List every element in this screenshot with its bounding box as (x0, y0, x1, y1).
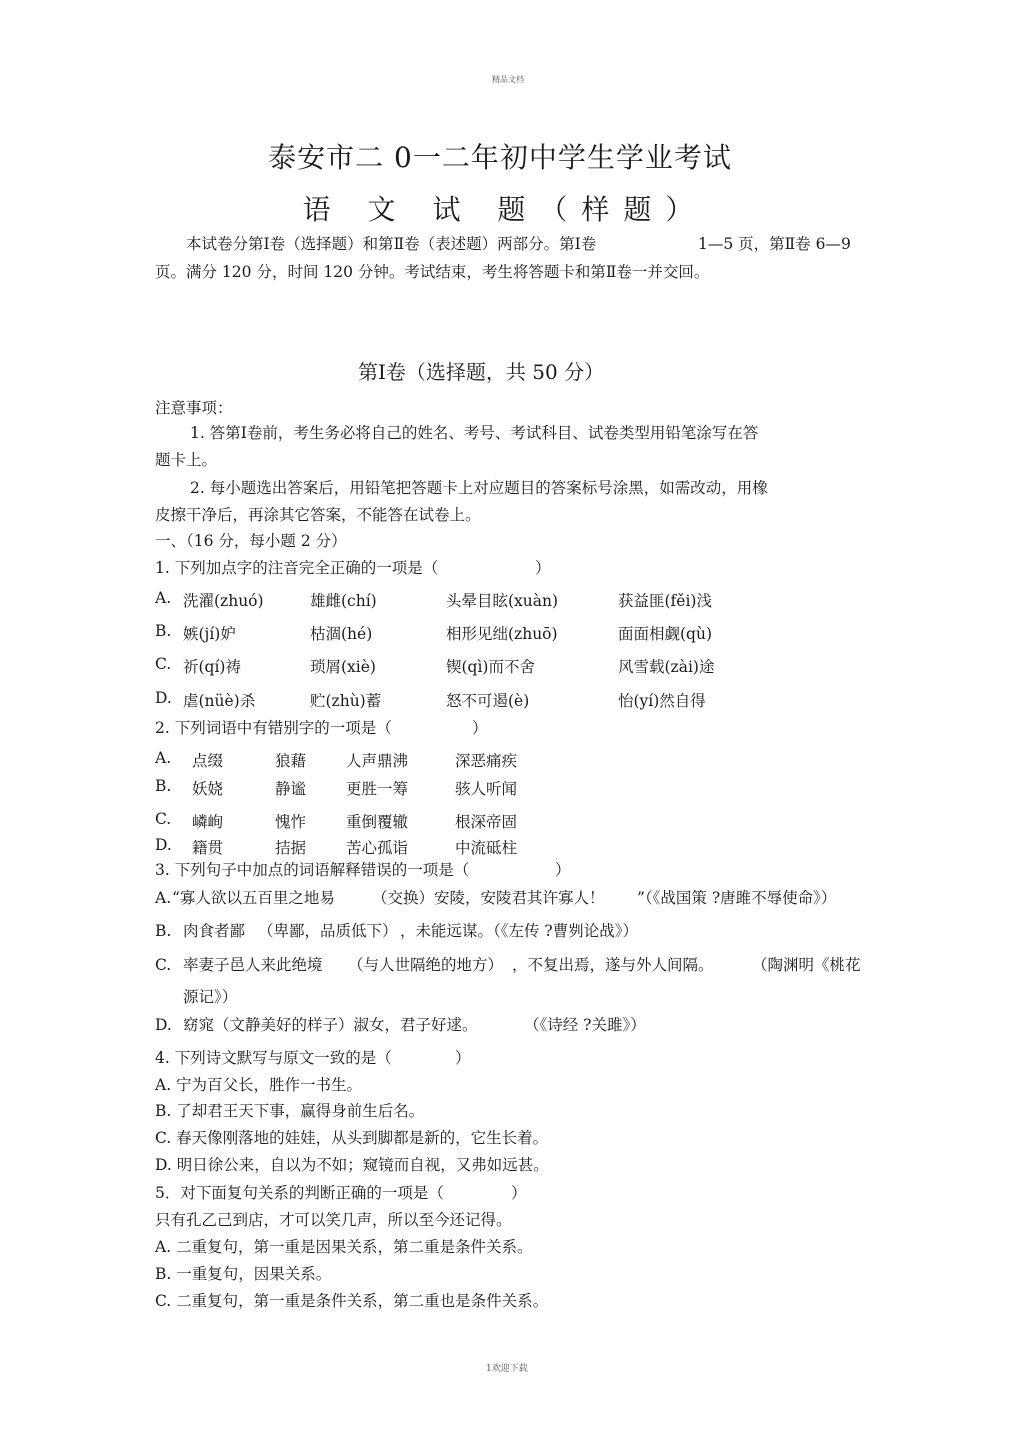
option-c4: 风雪载(zài)途 (618, 658, 715, 676)
q3-option-b-text-3: ，未能远谋。（《左传 ?曹刿论战》） (400, 922, 638, 940)
q4-stem: 4. 下列诗文默写与原文一致的是（ (155, 1049, 392, 1067)
q3-close: ） (555, 861, 571, 879)
q2-stem: 2. 下列词语中有错别字的一项是（ (155, 719, 392, 737)
q3-option-c-label: C. (155, 956, 172, 974)
q2-option-a (0, 749, 1024, 773)
q3-option-c-text-3: ，不复出焉，遂与外人间隔。 (512, 956, 714, 974)
q5-option-b: B. 一重复句，因果关系。 (155, 1265, 332, 1283)
page-subtitle: 语 文 试 题（样题） (302, 193, 708, 226)
page-title: 泰安市二 0一二年初中学生学业考试 (268, 141, 732, 174)
q4-option-d: D. 明日徐公来，自以为不如；窥镜而自视，又弗如远甚。 (155, 1156, 549, 1174)
q5-option-a: A. 二重复句，第一重是因果关系，第二重是条件关系。 (155, 1238, 533, 1256)
option-c3: 苦心孤诣 (346, 839, 409, 857)
option-c1: 祈(qí)祷 (183, 658, 241, 676)
option-c2: 贮(zhù)蓄 (310, 692, 382, 710)
intro-line-2: 页。满分 120 分，时间 120 分钟。考试结束，考生将答题卡和第Ⅱ卷一并交回。 (155, 263, 710, 281)
option-c1: 虐(nüè)杀 (183, 692, 256, 710)
option-label: A. (155, 589, 172, 607)
option-c4: 根深帝固 (455, 813, 518, 831)
q5-close: ） (511, 1184, 527, 1202)
notice-item-2-cont: 皮擦干净后，再涂其它答案，不能答在试卷上。 (155, 506, 481, 524)
q3-option-a-text-2: （交换）安陵，安陵君其许寡人！ (372, 889, 605, 907)
q2-option-c (0, 810, 1024, 834)
option-c2: 枯涸(hé) (310, 625, 373, 643)
q3-option-d-label: D. (155, 1016, 172, 1034)
q1-option-a (0, 589, 1024, 613)
q1-close: ） (535, 559, 551, 577)
q3-option-d-text-2: （《诗经 ?关雎》） (524, 1016, 646, 1034)
q3-option-c-text-2: （与人世隔绝的地方） (348, 956, 504, 974)
q3-option-c-text-5: 源记》） (183, 988, 238, 1006)
option-c2: 雄雌(chí) (310, 592, 377, 610)
option-c4: 骇人听闻 (455, 780, 518, 798)
option-label: B. (155, 622, 172, 640)
q3-option-a-label: A. (155, 889, 172, 907)
option-c2: 拮据 (275, 839, 307, 857)
option-c3: 锲(qì)而不舍 (446, 658, 535, 676)
notice-heading: 注意事项： (155, 399, 233, 417)
option-label: D. (155, 689, 172, 707)
q4-close: ） (455, 1049, 471, 1067)
notice-item-2: 2. 每小题选出答案后，用铅笔把答题卡上对应题目的答案标号涂黑，如需改动，用橡 (190, 479, 768, 497)
part-one-heading: 一、（16 分，每小题 2 分） (155, 532, 347, 550)
option-label: D. (155, 836, 172, 854)
q5-stem: 5．对下面复句关系的判断正确的一项是（ (155, 1184, 444, 1202)
q3-option-b-label: B. (155, 922, 172, 940)
option-c3: 相形见绌(zhuō) (446, 625, 558, 643)
footer-note: 1欢迎下载 (486, 1364, 528, 1374)
option-c2: 琐屑(xiè) (310, 658, 376, 676)
option-c3: 头晕目眩(xuàn) (446, 592, 559, 610)
option-c3: 人声鼎沸 (346, 752, 409, 770)
q3-option-c-text-1: 率妻子邑人来此绝境 (183, 956, 323, 974)
q2-option-b (0, 777, 1024, 801)
option-c1: 点缀 (192, 752, 224, 770)
q1-option-d (0, 689, 1024, 713)
option-c4: 获益匪(fěi)浅 (618, 592, 712, 610)
option-c1: 妖娆 (192, 780, 224, 798)
option-c1: 洗濯(zhuó) (183, 592, 264, 610)
q3-stem: 3. 下列句子中加点的词语解释错误的一项是（ (155, 861, 470, 879)
option-c2: 静谧 (275, 780, 307, 798)
option-c2: 愧怍 (275, 813, 307, 831)
option-c4: 深恶痛疾 (455, 752, 518, 770)
q1-stem: 1. 下列加点字的注音完全正确的一项是（ (155, 559, 439, 577)
q3-option-d-text-1: 窈窕（文静美好的样子）淑女，君子好逑。 (183, 1016, 478, 1034)
section-title: 第Ⅰ卷（选择题，共 50 分） (358, 360, 605, 384)
option-c1: 嫉(jí)妒 (183, 625, 236, 643)
option-c3: 重倒覆辙 (346, 813, 409, 831)
q5-option-c: C. 二重复句，第一重是条件关系，第二重也是条件关系。 (155, 1292, 549, 1310)
option-label: C. (155, 810, 172, 828)
option-label: B. (155, 777, 172, 795)
option-c3: 怒不可遏(è) (446, 692, 530, 710)
notice-item-1: 1. 答第Ⅰ卷前，考生务必将自己的姓名、考号、考试科目、试卷类型用铅笔涂写在答 (190, 424, 759, 442)
q4-option-a: A. 宁为百父长，胜作一书生。 (155, 1076, 363, 1094)
q5-sentence: 只有孔乙己到店，才可以笑几声，所以至今还记得。 (155, 1211, 512, 1229)
option-c1: 嶙峋 (192, 813, 224, 831)
option-label: A. (155, 749, 172, 767)
intro-line-1a: 本试卷分第Ⅰ卷（选择题）和第Ⅱ卷（表述题）两部分。第Ⅰ卷 (186, 235, 597, 253)
q4-option-c: C. 春天像刚落地的娃娃，从头到脚都是新的，它生长着。 (155, 1129, 549, 1147)
q3-option-b-text-1: 肉食者鄙 (183, 922, 246, 940)
header-note: 精品文档 (492, 75, 524, 84)
q1-option-c (0, 655, 1024, 679)
q2-option-d (0, 836, 1024, 860)
notice-item-1-cont: 题卡上。 (155, 451, 218, 469)
q3-option-a-text-1: “寡人欲以五百里之地易 (172, 889, 335, 907)
intro-line-1b: 1—5 页，第Ⅱ卷 6—9 (698, 235, 851, 253)
q3-option-a-text-3: ”（《战国策 ?唐雎不辱使命》） (637, 889, 837, 907)
option-c4: 中流砥柱 (455, 839, 518, 857)
q3-option-b-text-2: （卑鄙，品质低下） (258, 922, 398, 940)
option-c2: 狼藉 (275, 752, 307, 770)
option-c3: 更胜一筹 (346, 780, 409, 798)
q4-option-b: B. 了却君王天下事，赢得身前生后名。 (155, 1102, 425, 1120)
option-c1: 籍贯 (192, 839, 224, 857)
q1-option-b (0, 622, 1024, 646)
q2-close: ） (472, 719, 488, 737)
q3-option-c-text-4: （陶渊明《桃花 (752, 956, 861, 974)
option-c4: 面面相觑(qù) (618, 625, 712, 643)
option-c4: 怡(yí)然自得 (618, 692, 706, 710)
option-label: C. (155, 655, 172, 673)
